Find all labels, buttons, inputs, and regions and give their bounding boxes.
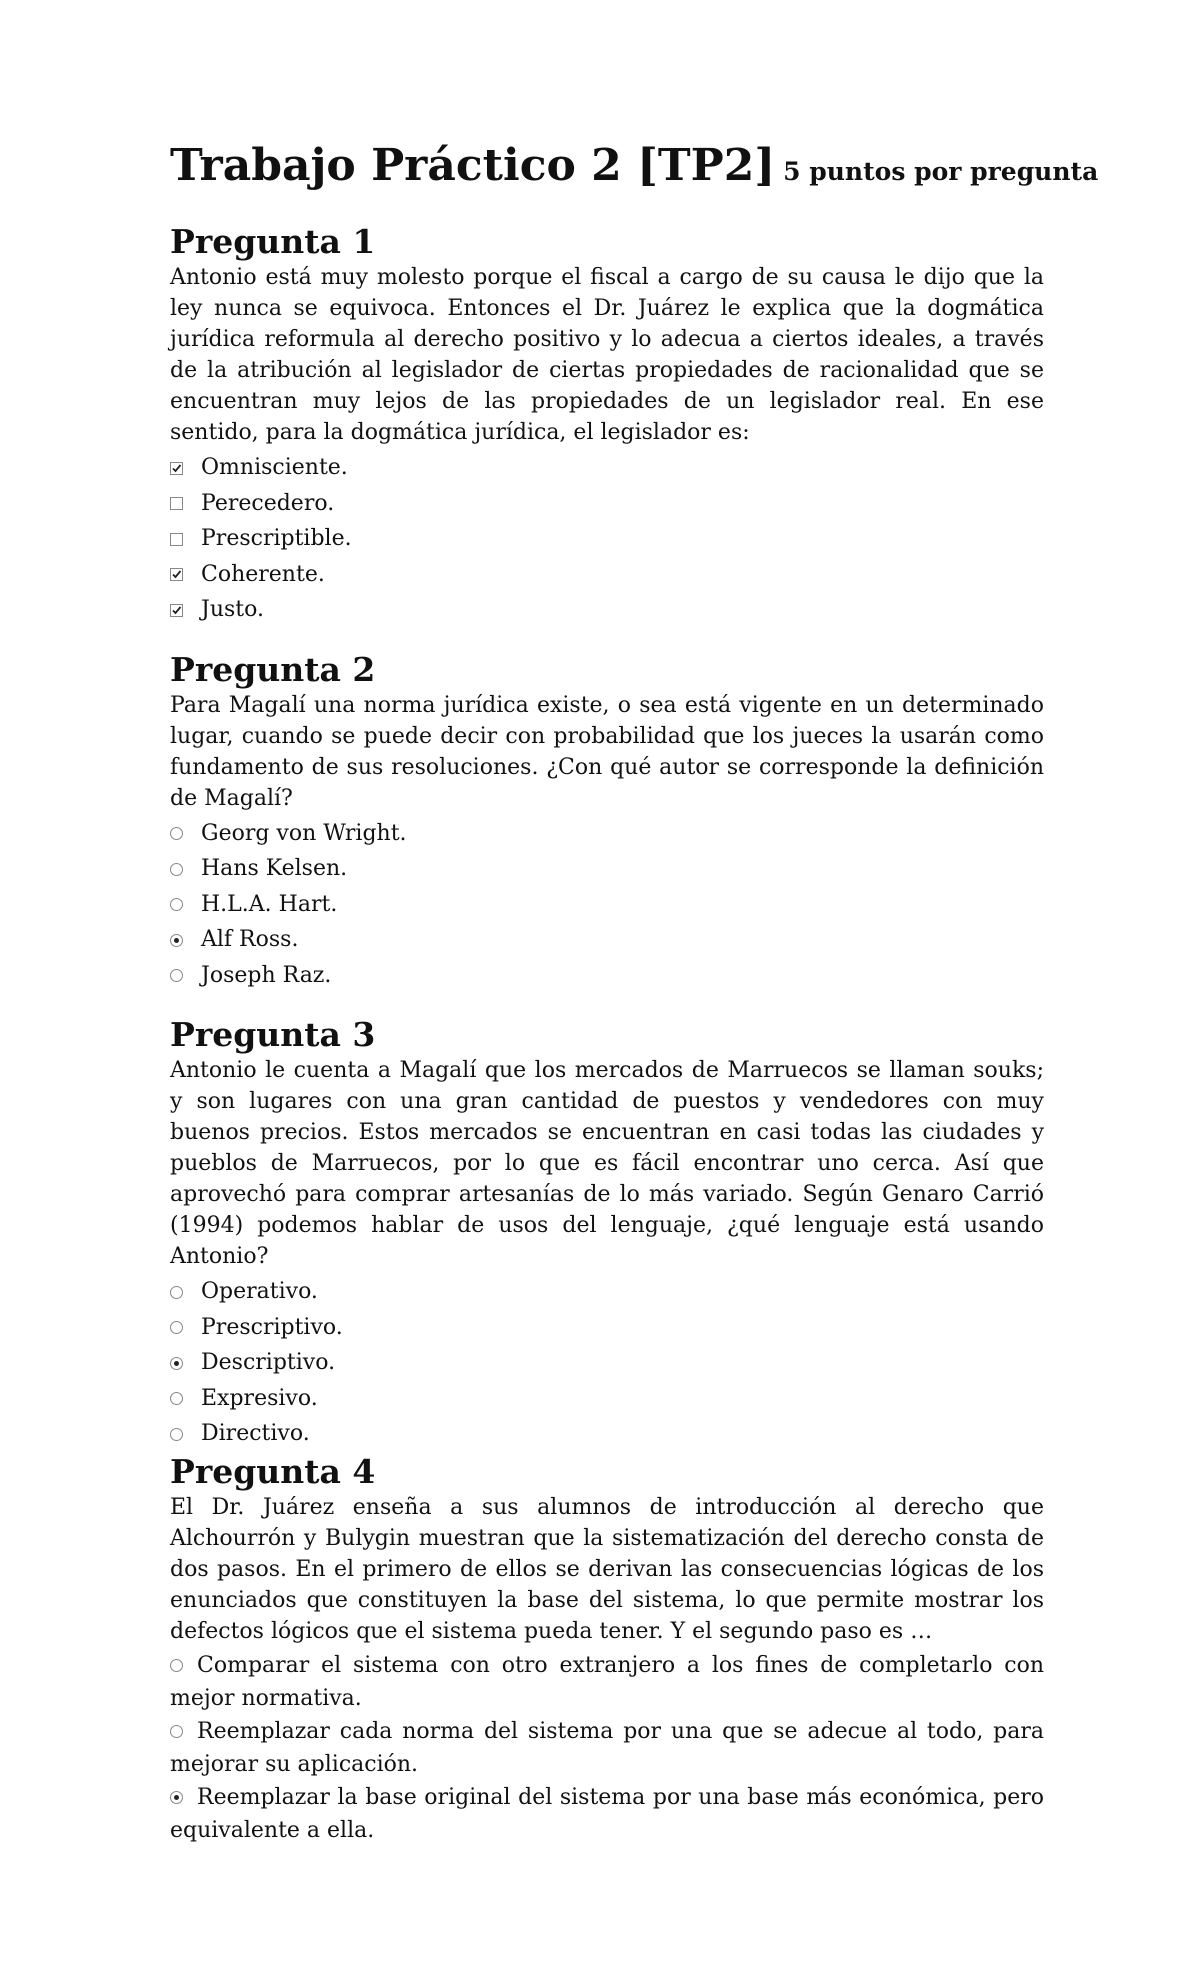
radio-button[interactable] (170, 1321, 183, 1334)
radio-button[interactable] (170, 1286, 183, 1299)
option-item[interactable] (170, 1274, 1044, 1310)
option-item[interactable] (170, 958, 1044, 994)
question-3 (170, 1015, 1044, 1452)
question-4 (170, 1452, 1044, 1847)
option-label: Justo. (201, 597, 264, 623)
option-list (170, 450, 1044, 628)
radio-button[interactable] (170, 1428, 183, 1441)
title-main: Trabajo Práctico 2 [TP2] (170, 140, 776, 191)
option-item[interactable] (170, 1781, 1044, 1847)
option-item[interactable] (170, 1416, 1044, 1452)
question-title: Pregunta 1 (170, 222, 376, 262)
checkbox[interactable] (170, 568, 183, 581)
radio-button[interactable] (170, 1725, 183, 1738)
question-title: Pregunta 3 (170, 1015, 376, 1055)
checkmark-icon (171, 569, 182, 580)
option-item[interactable] (170, 486, 1044, 522)
option-item[interactable] (170, 592, 1044, 628)
title-subtitle: 5 puntos por pregunta (783, 157, 1099, 186)
document-title (170, 140, 1099, 191)
option-label: H.L.A. Hart. (201, 891, 338, 917)
radio-button[interactable] (170, 934, 183, 947)
option-item[interactable] (170, 521, 1044, 557)
question-1 (170, 222, 1044, 628)
option-label: Coherente. (201, 561, 325, 587)
question-title: Pregunta 4 (170, 1451, 376, 1491)
option-label: Georg von Wright. (201, 820, 407, 846)
checkmark-icon (171, 463, 182, 474)
option-label: Hans Kelsen. (201, 856, 348, 882)
question-2 (170, 650, 1044, 994)
radio-dot-icon (174, 1795, 179, 1800)
option-label: Operativo. (201, 1279, 318, 1305)
radio-button[interactable] (170, 1357, 183, 1370)
radio-button[interactable] (170, 863, 183, 876)
checkbox[interactable] (170, 604, 183, 617)
option-item[interactable] (170, 922, 1044, 958)
checkbox[interactable] (170, 462, 183, 475)
radio-button[interactable] (170, 1791, 183, 1804)
question-text: Antonio está muy molesto porque el fiscal a cargo de su causa le dijo que la ley nunca se equivoca. Entonces el Dr. Juárez le explica que la dogmática jurídica reformula al derecho positivo y lo adecua a ciertos ideales, a través de la atribución al legislador de ciertas propiedades de racionalidad que se encuentran muy lejos de las propiedades de un legislador real. En ese sentido, para la dogmática jurídica, el legislador es: (170, 265, 1044, 446)
option-item[interactable] (170, 1310, 1044, 1346)
option-item[interactable] (170, 887, 1044, 923)
option-label: Joseph Raz. (201, 962, 332, 988)
radio-button[interactable] (170, 969, 183, 982)
radio-dot-icon (174, 938, 179, 943)
option-label: Perecedero. (201, 490, 335, 516)
radio-button[interactable] (170, 827, 183, 840)
option-label: Descriptivo. (201, 1350, 336, 1376)
option-item[interactable] (170, 816, 1044, 852)
option-label: Prescriptivo. (201, 1314, 343, 1340)
option-label: Reemplazar cada norma del sistema por una que se adecue al todo, para mejorar su aplicación. (170, 1718, 1044, 1777)
option-item[interactable] (170, 1715, 1044, 1781)
radio-button[interactable] (170, 1392, 183, 1405)
option-item[interactable] (170, 1345, 1044, 1381)
question-title: Pregunta 2 (170, 649, 376, 689)
question-text: Para Magalí una norma jurídica existe, o sea está vigente en un determinado lugar, cuando se puede decir con probabilidad que los jueces la usarán como fundamento de sus resoluciones. ¿Con qué autor se corresponde la definición de Magalí? (170, 692, 1044, 811)
radio-dot-icon (174, 1361, 179, 1366)
question-text: El Dr. Juárez enseña a sus alumnos de introducción al derecho que Alchourrón y Bulygin muestran que la sistematización del derecho consta de dos pasos. En el primero de ellos se derivan las consecuencias lógicas de los enunciados que constituyen la base del sistema, lo que permite mostrar los defectos lógicos que el sistema pueda tener. Y el segundo paso es … (170, 1494, 1044, 1644)
option-item[interactable] (170, 1381, 1044, 1417)
option-item[interactable] (170, 851, 1044, 887)
checkmark-icon (171, 605, 182, 616)
option-item[interactable] (170, 1649, 1044, 1715)
question-text: Antonio le cuenta a Magalí que los mercados de Marruecos se llaman souks; y son lugares con una gran cantidad de puestos y vendedores con muy buenos precios. Estos mercados se encuentran en casi todas las ciudades y pueblos de Marruecos, por lo que es fácil encontrar uno cerca. Así que aprovechó para comprar artesanías de lo más variado. Según Genaro Carrió (1994) podemos hablar de usos del lenguaje, ¿qué lenguaje está usando Antonio? (170, 1058, 1044, 1270)
option-label: Prescriptible. (201, 526, 352, 552)
option-label: Directivo. (201, 1421, 310, 1447)
option-label: Reemplazar la base original del sistema por una base más económica, pero equivalente a ella. (170, 1784, 1044, 1843)
option-item[interactable] (170, 557, 1044, 593)
radio-button[interactable] (170, 1659, 183, 1672)
radio-button[interactable] (170, 898, 183, 911)
option-list (170, 1274, 1044, 1452)
option-list (170, 816, 1044, 994)
checkbox[interactable] (170, 497, 183, 510)
option-label: Omnisciente. (201, 455, 348, 481)
checkbox[interactable] (170, 533, 183, 546)
option-list (170, 1649, 1044, 1847)
option-label: Comparar el sistema con otro extranjero a los fines de completarlo con mejor normativa. (170, 1652, 1044, 1711)
option-label: Alf Ross. (201, 927, 299, 953)
option-item[interactable] (170, 450, 1044, 486)
document-content (170, 140, 1099, 1847)
option-label: Expresivo. (201, 1385, 318, 1411)
